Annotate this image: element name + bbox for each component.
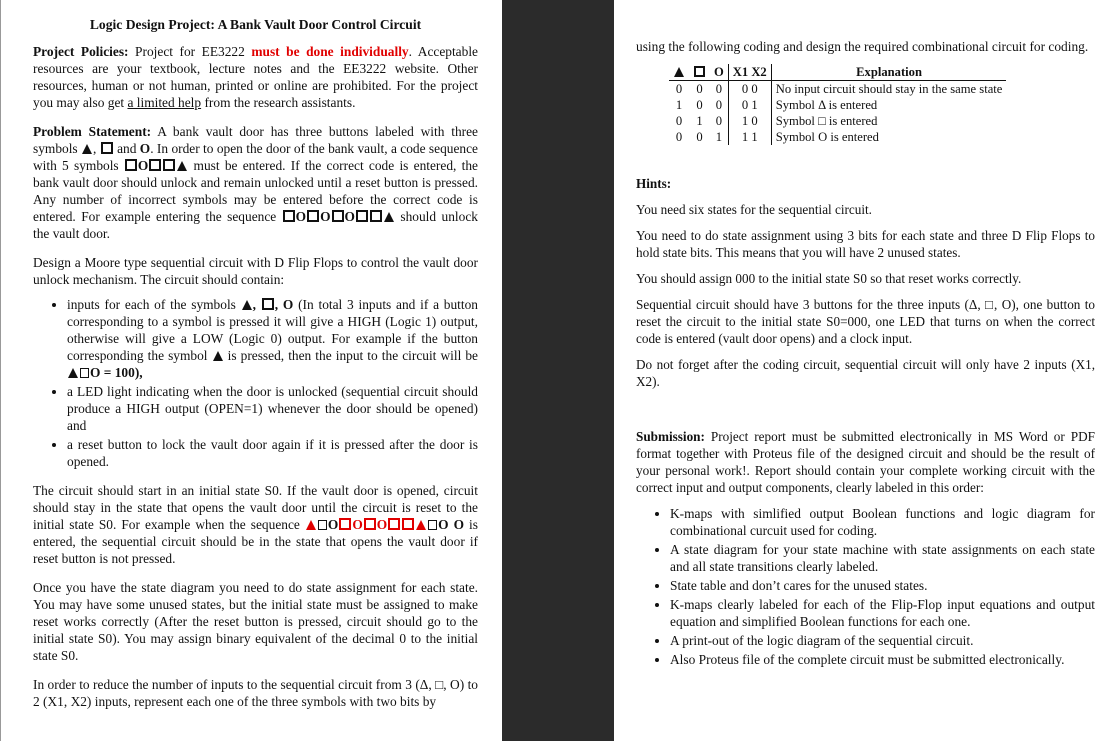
- policies-paragraph: Project Policies: Project for EE3222 must be done individually. Acceptable resources are your textbook, lecture notes and the EE3222 website. Other resources, human or not human, printed or online are prohibited. For the project you may also get a limited help from the research assistants.: [33, 44, 478, 110]
- list-item: • inputs for each of the symbols , , O (In total 3 inputs and if a button corresponding to a symbol is pressed it will give a HIGH (Logic 1) output, otherwise will give a LOW (Logic 0) output. For example if the button corresponding the symbol is pressed, then the input to the circuit will be O = 100),: [67, 296, 478, 381]
- requirements-list: [33, 296, 478, 470]
- hint-item: Do not forget after the coding circuit, sequential circuit will only have 2 inputs (X1, X2).: [636, 357, 1095, 389]
- list-item: • A print-out of the logic diagram of the sequential circuit.: [670, 632, 1095, 649]
- page-gutter: [502, 0, 614, 741]
- list-item: • State table and don’t cares for the unused states.: [670, 577, 1095, 594]
- limited-help-text: a limited help: [127, 95, 202, 110]
- hint-item: You should assign 000 to the initial state S0 so that reset works correctly.: [636, 271, 1022, 286]
- policies-label: Project Policies:: [33, 44, 129, 59]
- triangle-symbol-icon: [82, 144, 92, 154]
- design-intro-paragraph: Design a Moore type sequential circuit with D Flip Flops to control the vault door unlock mechanism. The circuit should contain:: [33, 255, 478, 287]
- individual-warning: must be done individually: [251, 44, 409, 59]
- submission-label: Submission:: [636, 429, 705, 444]
- list-item: • Also Proteus file of the complete circuit must be submitted electronically.: [670, 651, 1095, 668]
- list-item: • a LED light indicating when the door is unlocked (sequential circuit should produce a HIGH output (OPEN=1) whenever the door should be opened) and: [67, 383, 478, 434]
- hint-item: You need to do state assignment using 3 bits for each state and three D Flip Flops to hold state bits. This means that you will have 2 unused states.: [636, 228, 1095, 260]
- document-page-right: [614, 0, 1119, 741]
- code-sequence-icons: O: [124, 158, 188, 173]
- reduce-inputs-paragraph: In order to reduce the number of inputs to the sequential circuit from 3 (Δ, □, O) to 2 (X1, X2) inputs, represent each one of the three symbols with two bits by: [33, 677, 478, 709]
- table-row: 0 1 0 1 0 Symbol □ is entered: [675, 114, 878, 128]
- assignment-paragraph: Once you have the state diagram you need to do state assignment for each state. You may have some unused states, but the initial state must be assigned to make reset works correctly (After the reset button is pressed, circuit should go to the initial state S0). You may assign binary equivalent of the decimal 0 to the initial state S0.: [33, 580, 478, 663]
- square-symbol-icon: [101, 142, 113, 154]
- submission-paragraph: Submission: Project report must be submitted electronically in MS Word or PDF format together with Proteus file of the designed circuit and should be the result of your personal work!. Report should contain your complete working circuit with the correct input and output components, clearly labeled in this order:: [636, 429, 1095, 495]
- hints-heading: Hints:: [636, 176, 672, 191]
- example-sequence-icons: O O O: [282, 209, 395, 224]
- problem-paragraph: Problem Statement: A bank vault door has three buttons labeled with three symbols , and O. In order to open the door of the bank vault, a code sequence with 5 symbols O must be entered. If the correct code is entered, the bank vault door should unlock and remain unlocked until a reset button is pressed. Any number of incorrect symbols may be entered before the correct code is entered. For example entering the sequence O O O should unlock the vault door.: [33, 124, 478, 241]
- table-row: 0 0 1 1 1 Symbol O is entered: [675, 130, 879, 144]
- list-item: • K-maps clearly labeled for each of the Flip-Flop input equations and output equation and simplified Boolean functions for each one.: [670, 596, 1095, 630]
- triangle-header-icon: [674, 67, 684, 77]
- reset-example-sequence-icons: O O O O O: [305, 517, 464, 532]
- submission-list: [636, 505, 1095, 668]
- document-title: Logic Design Project: A Bank Vault Door Control Circuit: [89, 17, 422, 32]
- list-item: • a reset button to lock the vault door again if it is pressed after the door is opened.: [67, 436, 478, 470]
- table-header: O X1 X2 Explanation: [669, 64, 1006, 81]
- hint-item: Sequential circuit should have 3 buttons for the three inputs (Δ, □, O), one button to reset the circuit to the initial state S0=000, one LED that turns on when the correct code is entered (vault door opens) and a clock input.: [636, 297, 1095, 346]
- document-page-left: [0, 0, 502, 741]
- list-item: • A state diagram for your state machine with state assignments on each state and all state transitions clearly labeled.: [670, 541, 1095, 575]
- table-row: 0 0 0 0 0 No input circuit should stay in the same state: [675, 82, 1003, 96]
- problem-label: Problem Statement:: [33, 124, 152, 139]
- list-item: • K-maps with simlified output Boolean functions and logic diagram for combinational curcuit used for coding.: [670, 505, 1095, 539]
- square-header-icon: [694, 66, 705, 77]
- coding-intro: using the following coding and design the required combinational circuit for coding.: [636, 39, 1089, 54]
- coding-table: [669, 64, 1006, 145]
- table-row: 1 0 0 0 1 Symbol Δ is entered: [675, 98, 878, 112]
- hint-item: You need six states for the sequential circuit.: [636, 202, 872, 217]
- s0-paragraph: The circuit should start in an initial state S0. If the vault door is opened, circuit should stay in the state that opens the vault door until the circuit is reset to the initial state S0. For example when the sequence O O O O O is entered, the sequential circuit should be in the state that opens the vault door if reset button is not pressed.: [33, 483, 478, 566]
